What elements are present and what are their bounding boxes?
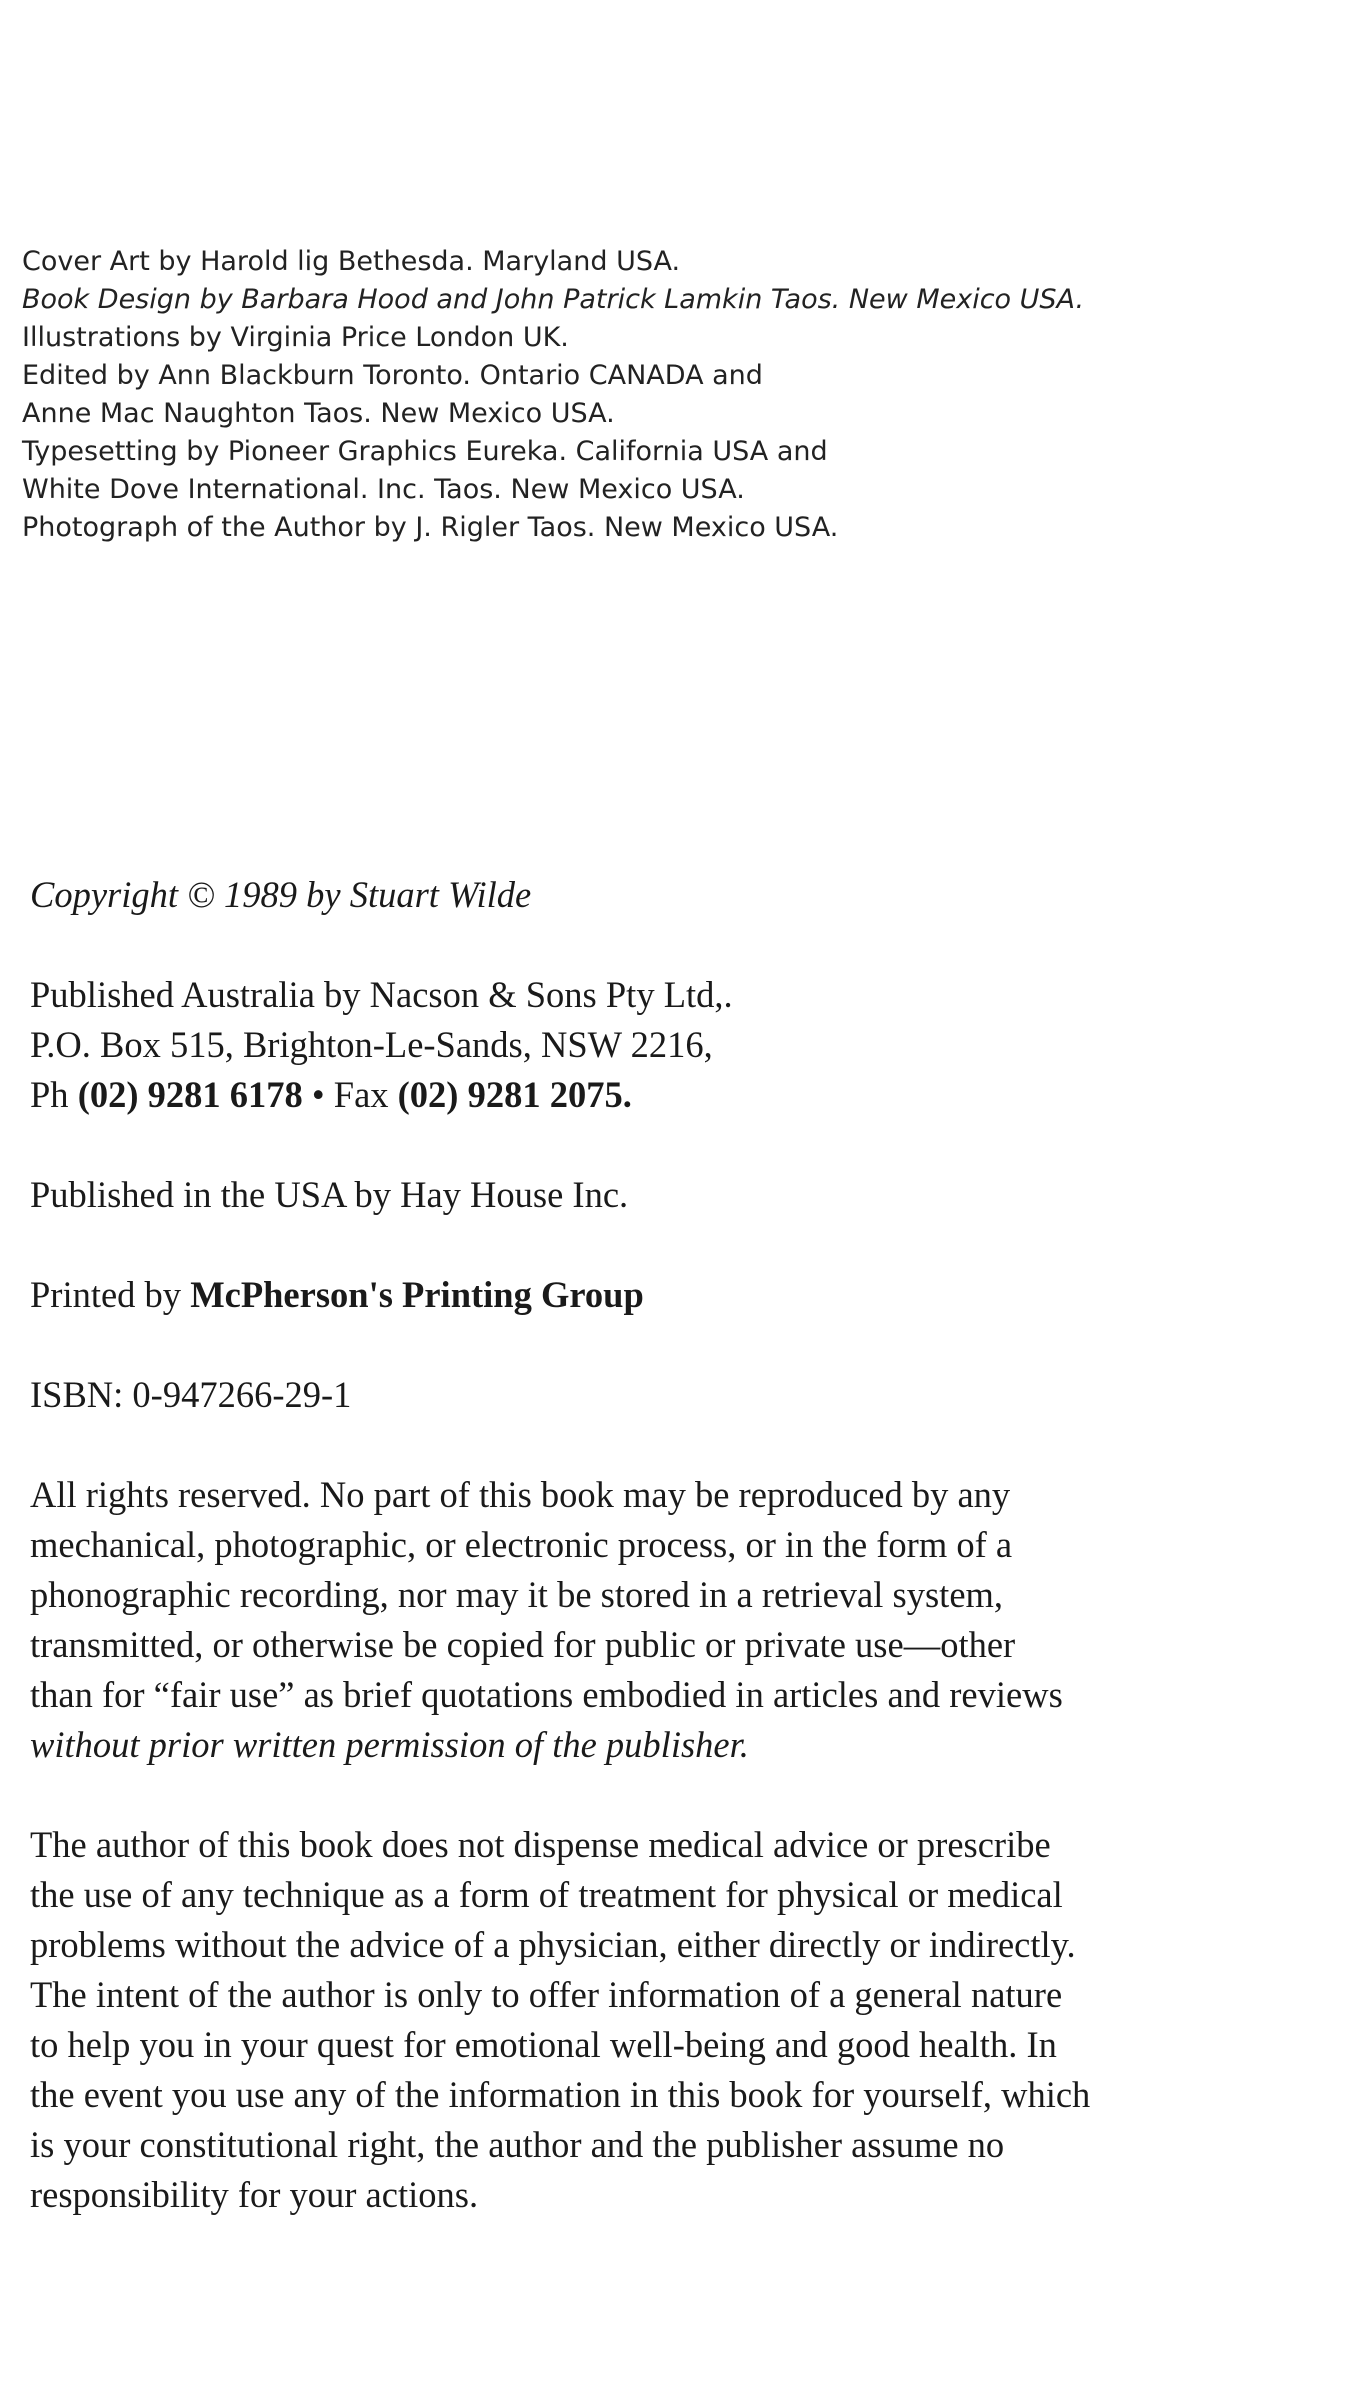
publisher-au-address: P.O. Box 515, Brighton-Le-Sands, NSW 2216,: [30, 1024, 713, 1065]
credit-edited-by: Edited by Ann Blackburn Toronto. Ontario CANADA and: [22, 360, 763, 391]
disclaimer-line: the use of any technique as a form of treatment for physical or medical: [30, 1874, 1063, 1915]
medical-disclaimer: [30, 1820, 1260, 2220]
rights-line: mechanical, photographic, or electronic process, or in the form of a: [30, 1524, 1013, 1565]
fax-number: (02) 9281 2075.: [397, 1074, 632, 1115]
printer-credit: [30, 1270, 1260, 1320]
rights-line: All rights reserved. No part of this book may be reproduced by any: [30, 1474, 1011, 1515]
disclaimer-line: responsibility for your actions.: [30, 2174, 479, 2215]
credit-illustrations: Illustrations by Virginia Price London UK.: [22, 322, 569, 353]
phone-label: Ph: [30, 1074, 78, 1115]
rights-line: transmitted, or otherwise be copied for public or private use—other: [30, 1624, 1016, 1665]
fax-label: • Fax: [302, 1074, 398, 1115]
rights-line: than for “fair use” as brief quotations embodied in articles and reviews: [30, 1674, 1063, 1715]
legal-block: [30, 870, 1260, 2220]
copyright-notice: Copyright © 1989 by Stuart Wilde: [30, 874, 532, 915]
rights-line: without prior written permission of the publisher.: [30, 1724, 749, 1765]
disclaimer-line: The intent of the author is only to offer information of a general nature: [30, 1974, 1063, 2015]
credit-typesetting: Typesetting by Pioneer Graphics Eureka. California USA and: [22, 436, 828, 467]
publisher-au-line1: Published Australia by Nacson & Sons Pty Ltd,.: [30, 974, 733, 1015]
rights-reserved: [30, 1470, 1260, 1770]
credits-block: [22, 243, 1084, 547]
disclaimer-line: problems without the advice of a physician, either directly or indirectly.: [30, 1924, 1076, 1965]
credit-editor-2: Anne Mac Naughton Taos. New Mexico USA.: [22, 398, 615, 429]
credit-photograph: Photograph of the Author by J. Rigler Taos. New Mexico USA.: [22, 512, 839, 543]
printer-name: McPherson's Printing Group: [190, 1274, 644, 1315]
disclaimer-line: The author of this book does not dispense medical advice or prescribe: [30, 1824, 1051, 1865]
credit-typesetting-2: White Dove International. Inc. Taos. New Mexico USA.: [22, 474, 745, 505]
disclaimer-line: is your constitutional right, the author and the publisher assume no: [30, 2124, 1005, 2165]
phone-number: (02) 9281 6178: [77, 1074, 303, 1115]
isbn: ISBN: 0-947266-29-1: [30, 1374, 352, 1415]
printer-label: Printed by: [30, 1274, 191, 1315]
disclaimer-line: the event you use any of the information in this book for yourself, which: [30, 2074, 1091, 2115]
publisher-au-contact: [30, 1070, 1260, 1120]
rights-line: phonographic recording, nor may it be stored in a retrieval system,: [30, 1574, 1004, 1615]
publisher-usa: Published in the USA by Hay House Inc.: [30, 1174, 629, 1215]
disclaimer-line: to help you in your quest for emotional well-being and good health. In: [30, 2024, 1057, 2065]
publisher-australia: [30, 970, 1260, 1120]
credit-cover-art: Cover Art by Harold lig Bethesda. Maryland USA.: [22, 246, 681, 277]
credit-book-design: Book Design by Barbara Hood and John Patrick Lamkin Taos. New Mexico USA.: [22, 284, 1085, 315]
